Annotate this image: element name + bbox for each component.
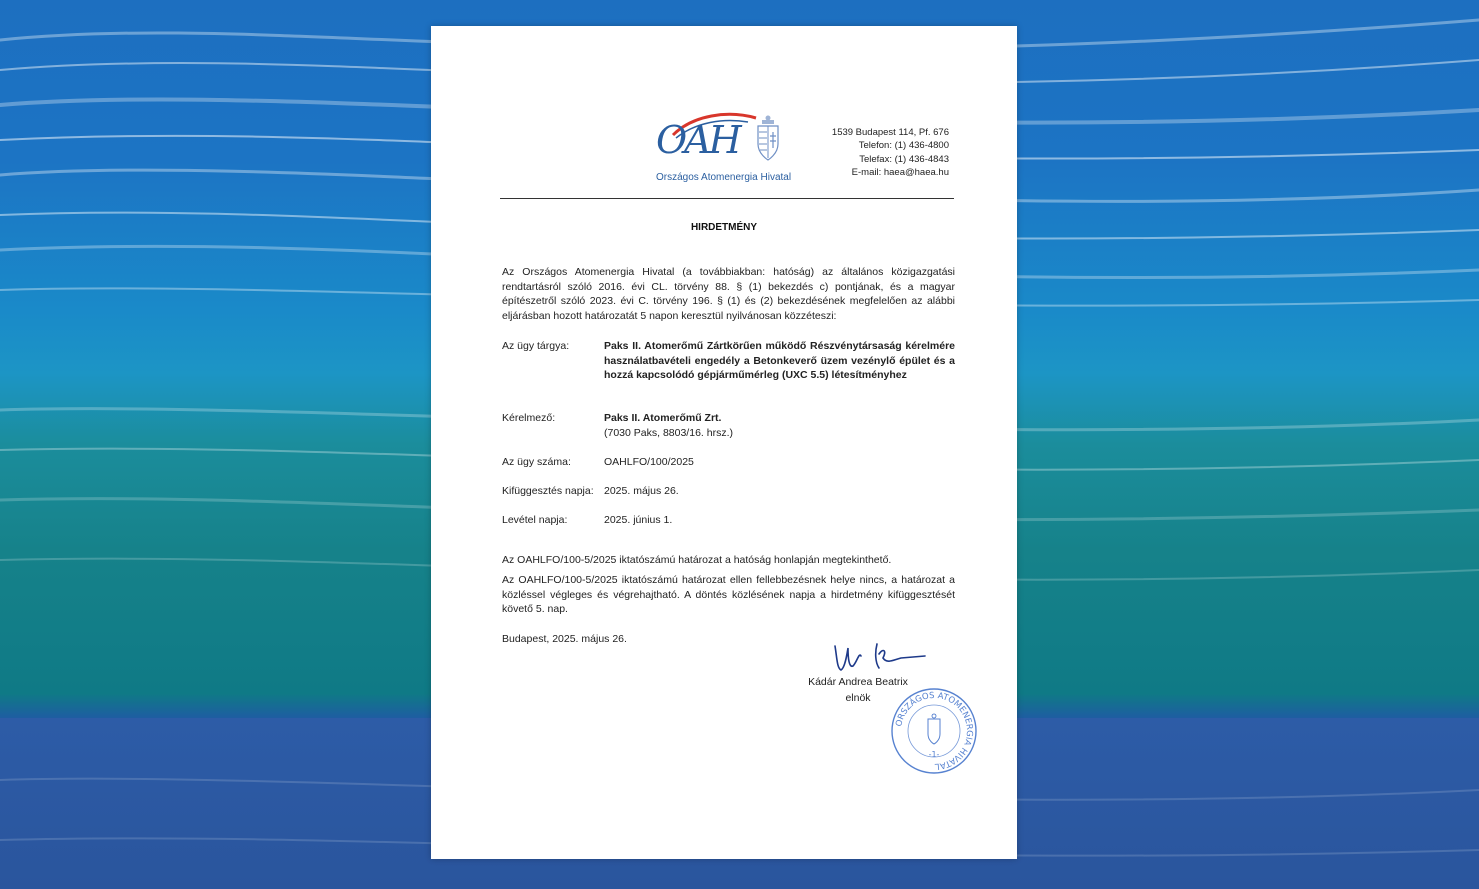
document-title: HIRDETMÉNY	[690, 222, 758, 233]
contact-fax: Telefax: (1) 436-4843	[859, 153, 949, 165]
svg-text:ORSZÁGOS ATOMENERGIA HIVATAL: ORSZÁGOS ATOMENERGIA HIVATAL	[894, 690, 975, 772]
handwritten-signature	[831, 638, 931, 678]
case-number-value: OAHLFO/100/2025	[604, 456, 694, 468]
signer-title: elnök	[845, 691, 871, 704]
logo-mark: OAH	[656, 118, 739, 162]
removal-date-label: Levétel napja:	[502, 514, 568, 526]
hungarian-coat-of-arms-icon	[756, 114, 780, 162]
signer-name: Kádár Andrea Beatrix	[808, 676, 908, 688]
applicant-address: (7030 Paks, 8803/16. hrsz.)	[604, 427, 733, 439]
contact-email[interactable]: E-mail: haea@haea.hu	[851, 166, 949, 178]
place-date: Budapest, 2025. május 26.	[502, 633, 627, 645]
posting-date-value: 2025. május 26.	[604, 485, 679, 497]
contact-phone: Telefon: (1) 436-4800	[858, 140, 949, 152]
contact-address: 1539 Budapest 114, Pf. 676	[831, 127, 949, 138]
header-divider	[500, 198, 954, 199]
removal-date-value: 2025. június 1.	[604, 514, 673, 526]
intro-paragraph: Az Országos Atomenergia Hivatal (a továbbiakban: hatóság) az általános közigazgatási rendtartásról szóló 2016. évi CL. törvény 88. § (1) bekezdés c) pontjának, és a magyar építészetről szóló 2023. évi C. törvény 196. § (1) és (2) bekezdésének megfelelően az alábbi eljárásban hozott határozatát 5 napon keresztül nyilvánosan közzéteszi:	[502, 266, 955, 322]
logo-name: Országos Atomenergia Hivatal	[656, 172, 792, 183]
applicant-label: Kérelmező:	[502, 412, 556, 424]
subject-label: Az ügy tárgya:	[502, 340, 570, 352]
subject-value: Paks II. Atomerőmű Zártkörűen működő Részvénytársaság kérelmére használatbavételi engedély a Betonkeverő üzem vezénylő épület és a hozzá kapcsolódó gépjárműmérleg (UXC 5.5) létesítményhez	[604, 340, 955, 381]
contact-block	[801, 126, 949, 179]
applicant-name: Paks II. Atomerőmű Zrt.	[604, 412, 722, 424]
note-appeal: Az OAHLFO/100-5/2025 iktatószámú határozat ellen fellebbezésnek helye nincs, a határozat a közléssel végleges és végrehajtható. A döntés közlésének napja a hirdetmény kifüggesztését követő 5. nap.	[502, 574, 955, 615]
stamp-number: -1-	[928, 750, 940, 759]
posting-date-label: Kifüggesztés napja:	[502, 485, 594, 497]
document-page	[431, 26, 1017, 859]
note-website: Az OAHLFO/100-5/2025 iktatószámú határozat a hatóság honlapján megtekinthető.	[502, 554, 892, 566]
official-stamp	[889, 686, 979, 776]
case-number-label: Az ügy száma:	[502, 456, 571, 468]
